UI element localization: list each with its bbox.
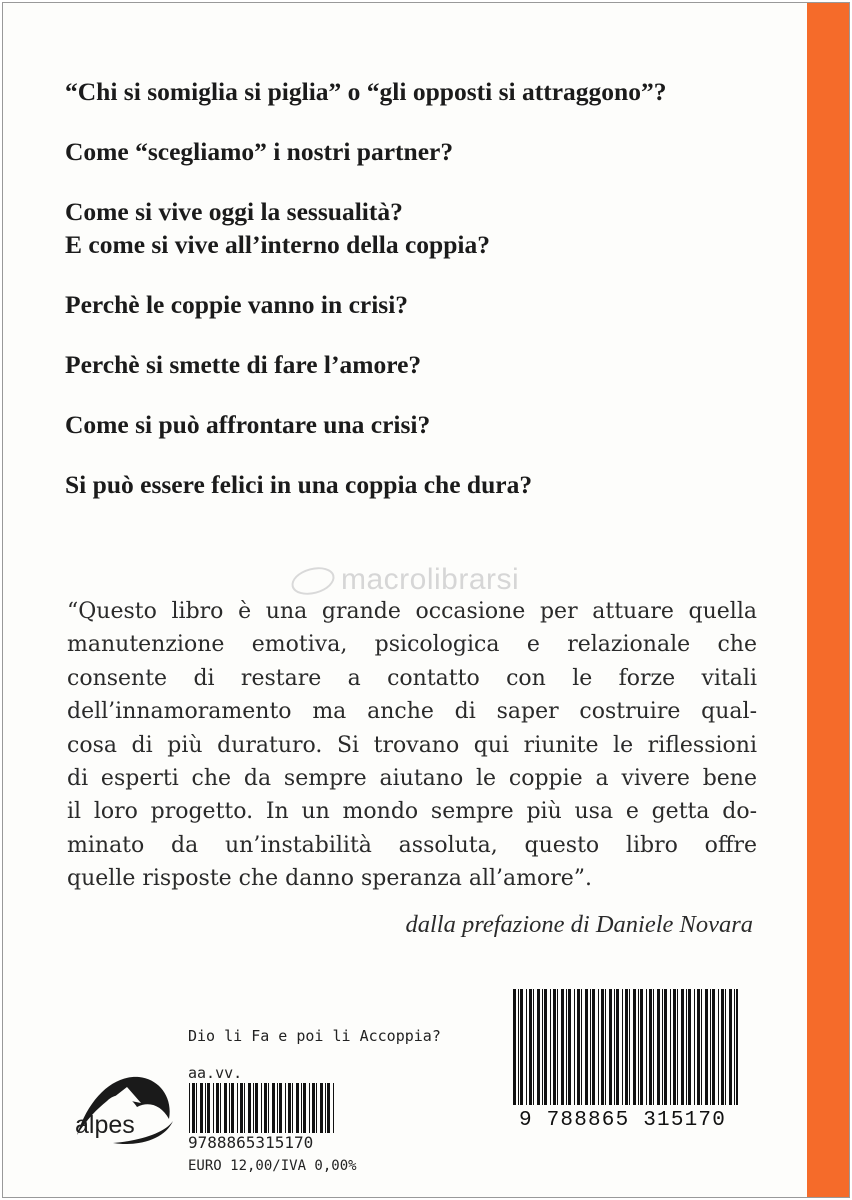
barcode-bar	[710, 989, 711, 1105]
barcode-bar	[694, 989, 695, 1105]
barcode-bar	[574, 989, 575, 1105]
barcode-bar	[701, 989, 702, 1105]
quote-line: quelle risposte che danno speranza all’amore”.	[67, 866, 593, 892]
quote-line: minato da un’instabilità assoluta, questo libro offre	[67, 832, 757, 858]
barcode-bar	[325, 1083, 326, 1133]
barcode-bar	[561, 989, 564, 1105]
barcode-bar	[237, 1083, 238, 1133]
barcode-bar	[216, 1083, 219, 1133]
question-item	[65, 135, 785, 168]
barcode-bar	[705, 989, 708, 1105]
question-line: Perchè le coppie vanno in crisi?	[65, 290, 409, 319]
barcode-bar	[231, 1083, 234, 1133]
barcode-bar	[213, 1083, 214, 1133]
barcode-bar	[649, 989, 652, 1105]
barcode-bar	[312, 1083, 315, 1133]
quote-line: consente di restare a contatto con le forze vitali	[67, 665, 757, 691]
question-line: “Chi si somiglia si piglia” o “gli opposti si attraggono”?	[65, 77, 667, 106]
barcode-bar	[288, 1083, 291, 1133]
barcode-bar	[673, 989, 676, 1105]
barcode-bar	[736, 989, 738, 1105]
barcode-bar	[207, 1083, 210, 1133]
question-line: E come si vive all’interno della coppia?	[65, 230, 490, 259]
barcode-bar	[240, 1083, 243, 1133]
watermark	[291, 563, 519, 597]
barcode-bar	[261, 1083, 262, 1133]
barcode-bar	[333, 1083, 334, 1133]
barcode-bar	[316, 1083, 317, 1133]
question-item	[65, 348, 785, 381]
barcode-bar	[285, 1083, 286, 1133]
barcode-bar	[712, 989, 715, 1105]
question-line: Perchè si smette di fare l’amore?	[65, 350, 422, 379]
quote-line: manutenzione emotiva, psicologica e relazionale che	[67, 632, 757, 658]
barcode-bar	[609, 989, 612, 1105]
isbn-barcode	[511, 989, 741, 1105]
barcode-bar	[686, 989, 687, 1105]
orange-spine-stripe	[807, 3, 849, 1197]
barcode-bar	[301, 1083, 302, 1133]
barcode-bar	[614, 989, 615, 1105]
barcode-bar	[327, 1083, 330, 1133]
barcode-bar	[520, 989, 523, 1105]
quote-attribution: dalla prefazione di Daniele Novara	[405, 911, 753, 938]
question-item	[65, 288, 785, 321]
barcode-bar	[224, 1083, 227, 1133]
barcode-bar	[566, 989, 567, 1105]
barcode-bar	[605, 989, 606, 1105]
sticker-price: EURO 12,00/IVA 0,00%	[188, 1158, 357, 1174]
barcode-bar	[553, 989, 556, 1105]
sticker-isbn: 9788865315170	[188, 1133, 314, 1152]
barcode-bar	[640, 989, 643, 1105]
barcode-bar	[688, 989, 691, 1105]
question-line: Si può essere felici in una coppia che dura?	[65, 470, 533, 499]
book-back-cover	[2, 2, 850, 1198]
barcode-bar	[277, 1083, 278, 1133]
question-item	[65, 195, 785, 261]
barcode-bar	[625, 989, 628, 1105]
barcode-bar	[657, 989, 660, 1105]
sticker-barcode	[187, 1083, 337, 1133]
barcode-bar	[633, 989, 636, 1105]
preface-quote	[67, 595, 757, 896]
barcode-bar	[537, 989, 540, 1105]
barcode-bar	[248, 1083, 251, 1133]
barcode-bar	[585, 989, 588, 1105]
barcode-bar	[533, 989, 534, 1105]
barcode-bar	[544, 989, 547, 1105]
quote-line: di esperti che da sempre aiutano le coppie a vivere bene	[67, 766, 757, 792]
barcode-bar	[721, 989, 724, 1105]
barcode-bar	[681, 989, 684, 1105]
quote-line: dell’innamoramento ma anche di saper costruire qual-	[67, 699, 757, 725]
barcode-bar	[526, 989, 527, 1105]
watermark-text: macrolibrarsi	[341, 563, 520, 596]
watermark-swirl-icon	[288, 563, 337, 600]
barcode-bar	[670, 989, 671, 1105]
barcode-bar	[718, 989, 719, 1105]
barcode-bar	[309, 1083, 310, 1133]
barcode-bar	[601, 989, 604, 1105]
barcode-bar	[264, 1083, 267, 1133]
question-item	[65, 408, 785, 441]
barcode-bar	[268, 1083, 269, 1133]
barcode-bar	[542, 989, 543, 1105]
quote-line: cosa di più duraturo. Si trovano qui riunite le riflessioni	[67, 732, 757, 758]
barcode-bar	[629, 989, 630, 1105]
quote-line: “Questo libro è una grande occasione per attuare quella	[67, 599, 757, 624]
barcode-bar	[292, 1083, 293, 1133]
barcode-bar	[622, 989, 623, 1105]
barcode-digits: 9 788865 315170	[519, 1109, 727, 1132]
barcode-bar	[200, 1083, 203, 1133]
questions-list	[65, 75, 785, 528]
question-item	[65, 468, 785, 501]
publisher-name: alpes	[75, 1111, 135, 1139]
sticker-author: aa.vv.	[188, 1064, 243, 1082]
barcode-bar	[255, 1083, 258, 1133]
barcode-bar	[725, 989, 726, 1105]
barcode-bar	[557, 989, 558, 1105]
barcode-bar	[664, 989, 667, 1105]
barcode-bar	[662, 989, 663, 1105]
barcode-bar	[529, 989, 532, 1105]
barcode-bar	[568, 989, 571, 1105]
barcode-bar	[734, 989, 735, 1105]
barcode-bar	[577, 989, 580, 1105]
question-item	[65, 75, 785, 108]
barcode-bar	[196, 1083, 197, 1133]
sticker-title: Dio li Fa e poi li Accoppia?	[188, 1027, 441, 1045]
barcode-bar	[229, 1083, 230, 1133]
barcode-bar	[320, 1083, 323, 1133]
barcode-bar	[518, 989, 519, 1105]
barcode-bar	[677, 989, 678, 1105]
barcode-bar	[581, 989, 582, 1105]
barcode-bar	[513, 989, 516, 1105]
barcode-bar	[189, 1083, 190, 1133]
barcode-bar	[272, 1083, 275, 1133]
barcode-bar	[244, 1083, 245, 1133]
barcode-bar	[592, 989, 595, 1105]
barcode-bar	[253, 1083, 254, 1133]
barcode-bar	[638, 989, 639, 1105]
barcode-bar	[220, 1083, 221, 1133]
barcode-bar	[697, 989, 700, 1105]
barcode-bar	[279, 1083, 282, 1133]
question-line: Come si può affrontare una crisi?	[65, 410, 431, 439]
barcode-bar	[550, 989, 551, 1105]
barcode-bar	[590, 989, 591, 1105]
barcode-bar	[729, 989, 732, 1105]
barcode-bar	[205, 1083, 206, 1133]
barcode-bar	[303, 1083, 306, 1133]
barcode-bar	[296, 1083, 299, 1133]
barcode-bar	[653, 989, 654, 1105]
barcode-bar	[616, 989, 619, 1105]
barcode-bar	[646, 989, 647, 1105]
quote-line: il loro progetto. In un mondo sempre più usa e getta do-	[67, 799, 757, 825]
barcode-bar	[192, 1083, 195, 1133]
question-line: Come si vive oggi la sessualità?	[65, 197, 403, 226]
question-line: Come “scegliamo” i nostri partner?	[65, 137, 454, 166]
barcode-bar	[598, 989, 599, 1105]
